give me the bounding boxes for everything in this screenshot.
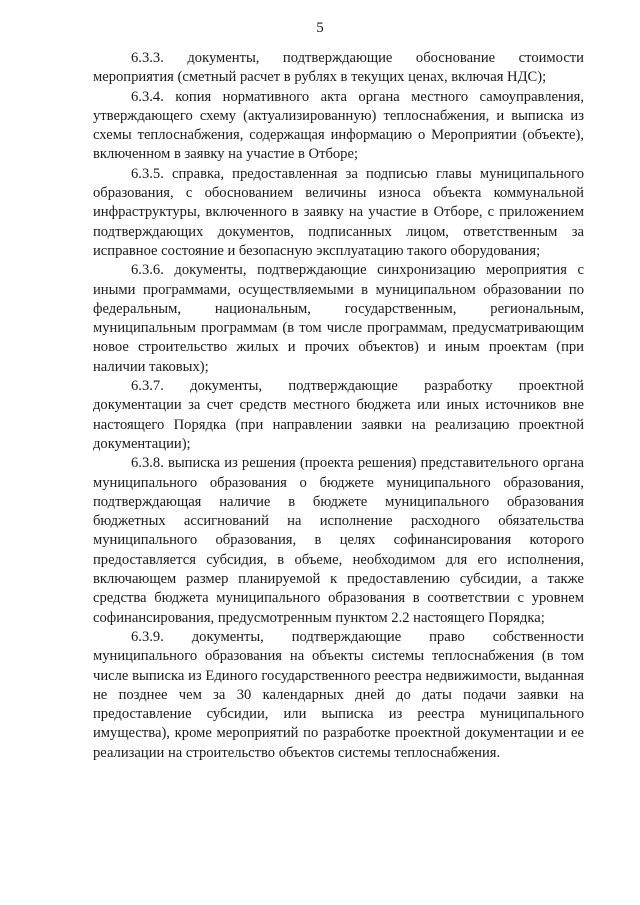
- page-number: 5: [316, 20, 324, 36]
- clause-6-3-7: 6.3.7. документы, подтверждающие разработку проектной документации за счет средств местного бюджета или иных источников вне настоящего Порядка (при направлении заявки на реализацию проектной документации);: [93, 378, 584, 452]
- clause-6-3-4: 6.3.4. копия нормативного акта органа местного самоуправления, утверждающего схему (актуализированную) теплоснабжения, и выписка из схемы теплоснабжения, содержащая информацию о Мероприятии (объекте), включенном в заявку на участие в Отборе;: [93, 88, 584, 163]
- clause-6-3-3: 6.3.3. документы, подтверждающие обоснование стоимости мероприятия (сметный расчет в рублях в текущих ценах, включая НДС);: [93, 50, 584, 86]
- clause-6-3-8: 6.3.8. выписка из решения (проекта решения) представительного органа муниципального образования о бюджете муниципального образования, подтверждающая наличие в бюджете муниципального образования бюджетных ассигнований на исполнение расходного обязательства муниципального образования, в целях софинансирования которого предоставляется субсидия, в объеме, необходимом для его исполнения, включающем размер планируемой к предоставлению субсидии, а также средства бюджета муниципального образования в соответствии с уровнем софинансирования, предусмотренным пунктом 2.2 настоящего Порядка;: [93, 455, 584, 626]
- clause-6-3-9: 6.3.9. документы, подтверждающие право собственности муниципального образования на объекты системы теплоснабжения (в том числе выписка из Единого государственного реестра недвижимости, выданная не позднее чем за 30 календарных дней до даты подачи заявки на предоставление субсидии, или выписка из реестра муниципального имущества), кроме мероприятий по разработке проектной документации и ее реализации на строительство объектов системы теплоснабжения.: [93, 628, 584, 761]
- clause-6-3-5: 6.3.5. справка, предоставленная за подписью главы муниципального образования, с обоснованием величины износа объекта коммунальной инфраструктуры, включенного в заявку на участие в Отборе, с приложением подтверждающих документов, подписанных лицом, ответственным за исправное состояние и безопасную эксплуатацию такого оборудования;: [93, 165, 584, 259]
- clause-6-3-6: 6.3.6. документы, подтверждающие синхронизацию мероприятия с иными программами, осуществляемыми в муниципальном образовании по федеральным, национальным, государственным, региональным, муниципальным программам (в том числе программам, предусматривающим новое строительство жилых и прочих объектов) и иным проектам (при наличии таковых);: [93, 262, 584, 375]
- document-body: [93, 49, 584, 763]
